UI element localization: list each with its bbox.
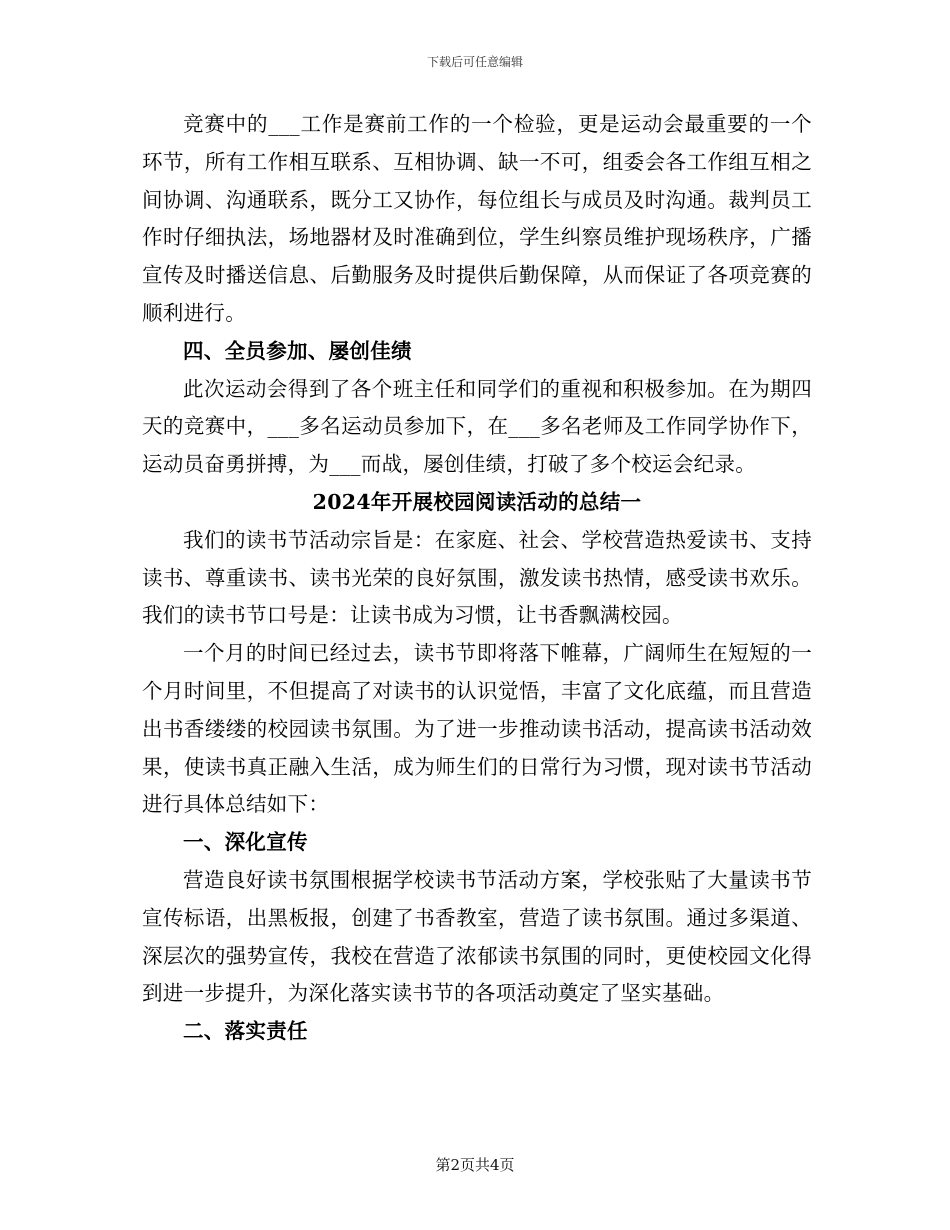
- document-title: 2024年开展校园阅读活动的总结一: [312, 489, 642, 514]
- paragraph-reading-purpose: 我们的读书节活动宗旨是：在家庭、社会、学校营造热爱读书、支持读书、尊重读书、读书光荣的良好氛围，激发读书热情，感受读书欢乐。我们的读书节口号是：让读书成为习惯，让书香飘满校园。: [142, 527, 812, 628]
- page-header: 下载后可任意编辑: [426, 55, 523, 69]
- section-heading-responsibility: 二、落实责任: [183, 1019, 308, 1044]
- section-heading-participation: 四、全员参加、屡创佳绩: [183, 338, 412, 363]
- paragraph-reading-month: 一个月的时间已经过去，读书节即将落下帷幕，广阔师生在短短的一个月时间里，不但提高了对读书的认识觉悟，丰富了文化底蕴，而且营造出书香缕缕的校园读书氛围。为了进一步推动读书活动，提高读书活动效果，使读书真正融入生活，成为师生们的日常行为习惯，现对读书节活动进行具体总结如下：: [142, 641, 812, 817]
- document-body: [142, 106, 812, 1051]
- paragraph-publicity: 营造良好读书氛围根据学校读书节活动方案，学校张贴了大量读书节宣传标语，出黑板报，创建了书香教室，营造了读书氛围。通过多渠道、深层次的强势宣传，我校在营造了浓郁读书氛围的同时，更使校园文化得到进一步提升，为深化落实读书节的各项活动奠定了坚实基础。: [142, 867, 812, 1006]
- paragraph-participation: 此次运动会得到了各个班主任和同学们的重视和积极参加。在为期四天的竞赛中，___多名运动员参加下，在___多名老师及工作同学协作下，运动员奋勇拼搏，为___而战，屡创佳绩，打破了多个校运会纪录。: [142, 376, 812, 477]
- paragraph-competition-work: 竞赛中的___工作是赛前工作的一个检验，更是运动会最重要的一个环节，所有工作相互联系、互相协调、缺一不可，组委会各工作组互相之间协调、沟通联系，既分工又协作，每位组长与成员及时沟通。裁判员工作时仔细执法，场地器材及时准确到位，学生纠察员维护现场秩序，广播宣传及时播送信息、后勤服务及时提供后勤保障，从而保证了各项竞赛的顺利进行。: [142, 112, 812, 325]
- section-heading-publicity: 一、深化宣传: [183, 830, 308, 855]
- page-number-footer: 第2页共4页: [435, 1156, 515, 1174]
